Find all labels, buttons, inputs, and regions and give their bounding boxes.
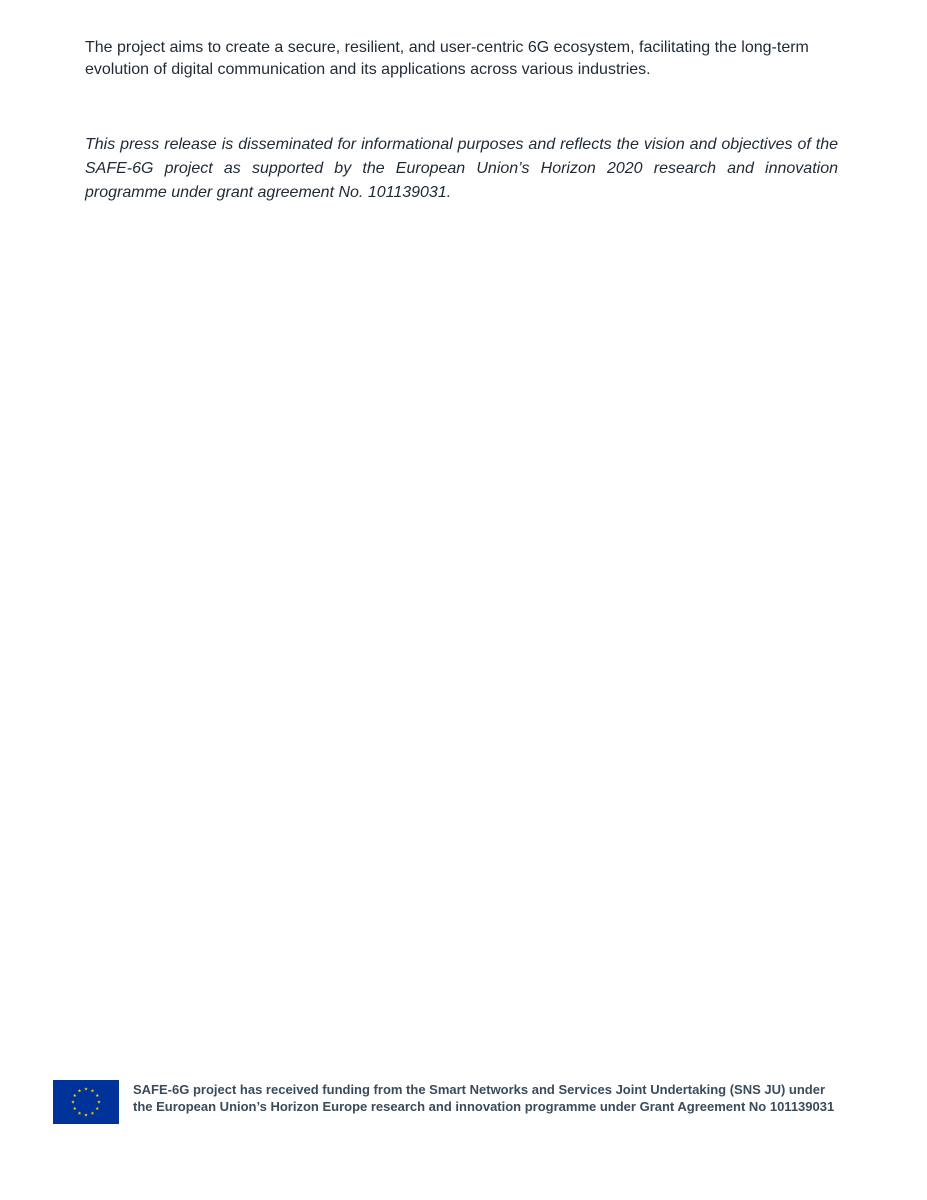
project-aim-paragraph: The project aims to create a secure, resilient, and user-centric 6G ecosystem, facilitating the long-term evolution of digital communication and its applications across various industries. <box>85 39 809 78</box>
funding-footer <box>53 1080 843 1140</box>
funding-acknowledgement: SAFE-6G project has received funding from the Smart Networks and Services Joint Undertaking (SNS JU) under the European Union’s Horizon Europe research and innovation programme under Grant Agreement No 101139031 <box>133 1082 835 1114</box>
press-release-disclaimer: This press release is disseminated for informational purposes and reflects the vision and objectives of the SAFE-6G project as supported by the European Union’s Horizon 2020 research and innovation programme under grant agreement No. 101139031. <box>85 136 838 201</box>
eu-flag-icon <box>53 1080 119 1124</box>
